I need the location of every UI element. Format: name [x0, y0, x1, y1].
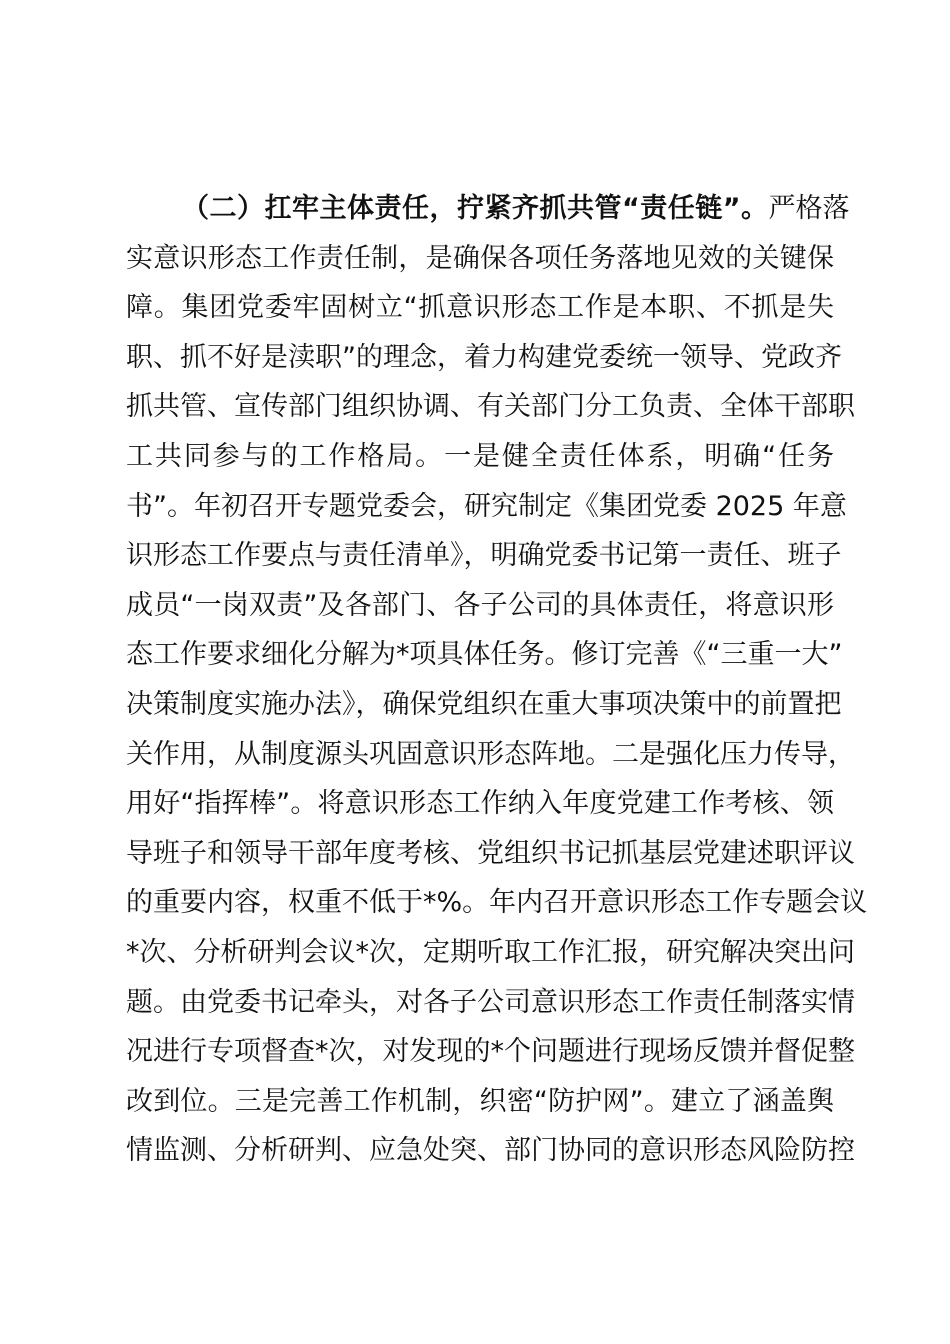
paragraph-line: 抓共管、宣传部门组织协调、有关部门分工负责、全体干部职 [126, 391, 855, 423]
paragraph-line: 职、抓不好是渎职”的理念，着力构建党委统一领导、党政齐 [126, 341, 842, 373]
paragraph-line: 工共同参与的工作格局。一是健全责任体系，明确“任务 [126, 440, 834, 472]
paragraph-line: 书”。年初召开专题党委会，研究制定《集团党委 2025 年意 [126, 490, 847, 522]
paragraph-line: 成员“一岗双责”及各部门、各子公司的具体责任，将意识形 [126, 589, 834, 621]
paragraph-line: 关作用，从制度源头巩固意识形态阵地。二是强化压力传导， [126, 738, 855, 770]
paragraph-line-1 [126, 184, 850, 234]
paragraph-line: 实意识形态工作责任制，是确保各项任务落地见效的关键保 [126, 242, 834, 274]
paragraph-line: 题。由党委书记牵头，对各子公司意识形态工作责任制落实情 [126, 986, 855, 1018]
paragraph-line: 态工作要求细化分解为*项具体任务。修订完善《“三重一大” [126, 639, 843, 671]
paragraph-line: *次、分析研判会议*次，定期听取工作汇报，研究解决突出问 [126, 936, 855, 968]
paragraph-line: 情监测、分析研判、应急处突、部门协同的意识形态风险防控 [126, 1135, 855, 1167]
paragraph-line: 的重要内容，权重不低于*%。年内召开意识形态工作专题会议 [126, 887, 868, 919]
paragraph-line: 决策制度实施办法》，确保党组织在重大事项决策中的前置把 [126, 688, 842, 720]
paragraph-line: 导班子和领导干部年度考核、党组织书记抓基层党建述职评议 [126, 837, 855, 869]
section-paragraph [126, 184, 868, 1176]
paragraph-line: 况进行专项督查*次，对发现的*个问题进行现场反馈并督促整 [126, 1036, 855, 1068]
section-heading: （二）扛牢主体责任，拧紧齐抓共管“责任链”。 [182, 193, 769, 224]
paragraph-line: 障。集团党委牢固树立“抓意识形态工作是本职、不抓是失 [126, 292, 834, 324]
paragraph-line: 识形态工作要点与责任清单》，明确党委书记第一责任、班子 [126, 540, 842, 572]
paragraph-line: 改到位。三是完善工作机制，织密“防护网”。建立了涵盖舆 [126, 1085, 834, 1117]
paragraph-text: 严格落 [768, 193, 850, 224]
paragraph-line: 用好“指挥棒”。将意识形态工作纳入年度党建工作考核、领 [126, 788, 834, 820]
